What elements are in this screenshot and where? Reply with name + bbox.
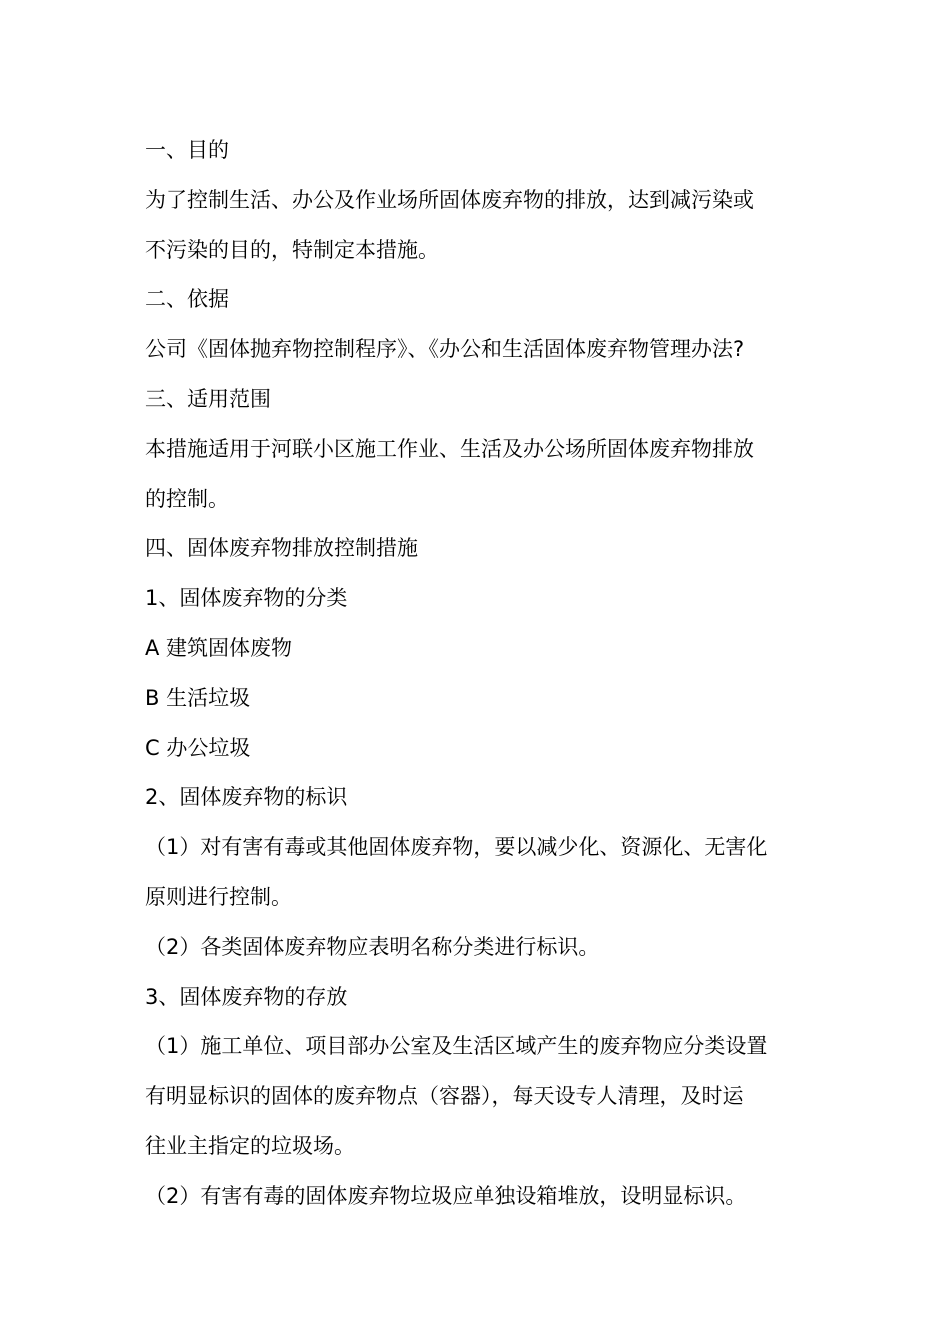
paragraph-line: 原则进行控制。 (145, 884, 292, 909)
section-heading-scope: 三、适用范围 (145, 386, 271, 411)
paragraph-line: 公司《固体抛弃物控制程序》、《办公和生活固体废弃物管理办法? (145, 337, 745, 362)
section-heading-measures: 四、固体废弃物排放控制措施 (145, 536, 418, 561)
subsection-heading: 3、固体废弃物的存放 (145, 984, 348, 1009)
paragraph-line: 本措施适用于河联小区施工作业、生活及办公场所固体废弃物排放 (145, 436, 754, 461)
paragraph-line: （1）施工单位、项目部办公室及生活区域产生的废弃物应分类设置 (145, 1034, 768, 1059)
paragraph-line: （2）有害有毒的固体废弃物垃圾应单独设箱堆放，设明显标识。 (145, 1183, 747, 1208)
paragraph-line: 往业主指定的垃圾场。 (145, 1133, 355, 1158)
paragraph-line: 不污染的目的，特制定本措施。 (145, 237, 439, 262)
paragraph-line: （2）各类固体废弃物应表明名称分类进行标识。 (145, 934, 600, 959)
subsection-heading: 2、固体废弃物的标识 (145, 785, 348, 810)
paragraph-line: 为了控制生活、办公及作业场所固体废弃物的排放，达到减污染或 (145, 187, 754, 212)
list-item: A 建筑固体废物 (145, 635, 293, 660)
paragraph-line: 的控制。 (145, 486, 229, 511)
section-heading-basis: 二、依据 (145, 287, 229, 312)
list-item: B 生活垃圾 (145, 685, 251, 710)
list-item: C 办公垃圾 (145, 735, 251, 760)
paragraph-line: 有明显标识的固体的废弃物点（容器），每天设专人清理，及时运 (145, 1084, 744, 1109)
section-heading-purpose: 一、目的 (145, 138, 229, 162)
document-body (145, 126, 815, 1222)
paragraph-line: （1）对有害有毒或其他固体废弃物，要以减少化、资源化、无害化 (145, 835, 768, 860)
subsection-heading: 1、固体废弃物的分类 (145, 586, 348, 611)
